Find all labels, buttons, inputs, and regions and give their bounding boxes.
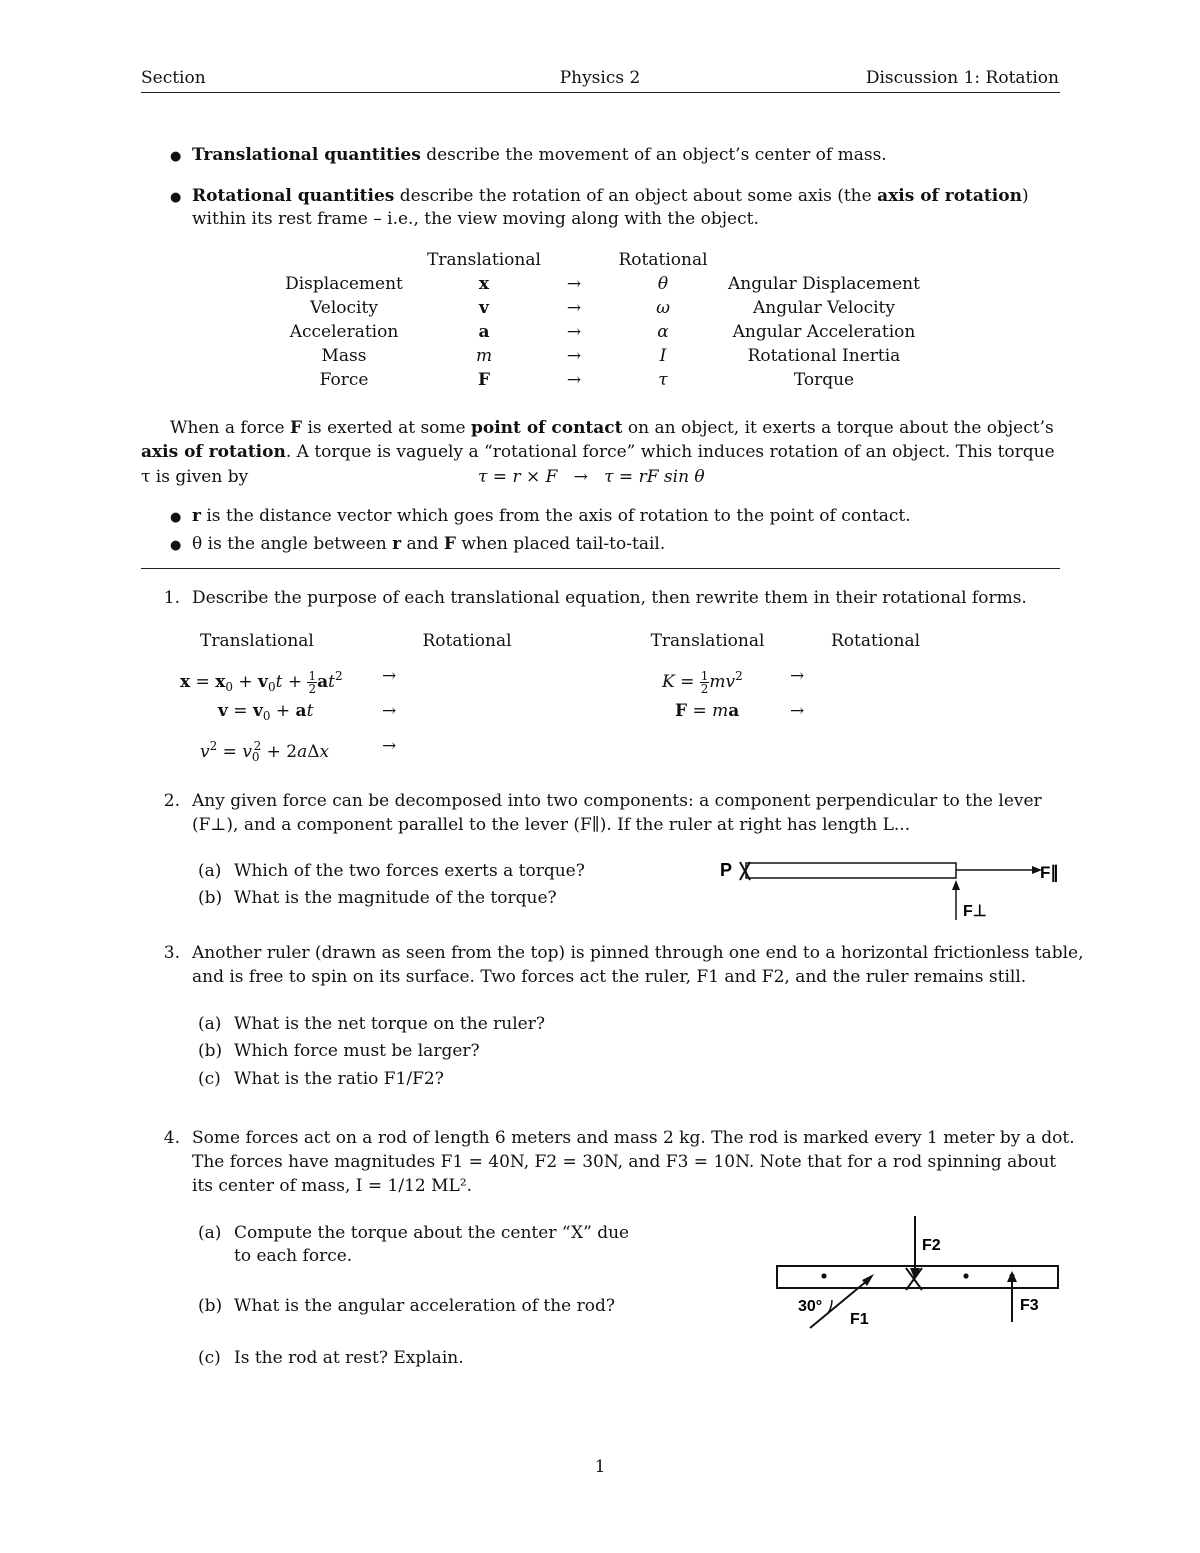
torque-para-line2 [141,440,1066,464]
f1-label: F1 [850,1311,869,1328]
f2-label: F2 [922,1237,941,1254]
quantity-name: Displacement [285,274,403,294]
rotational-symbol: ω [656,298,670,318]
head-translational: Translational [427,250,541,270]
translational-symbol: F [477,370,491,390]
q1-col-translational-1: Translational [200,631,314,651]
arrowhead [952,880,960,890]
q3-c-text: What is the ratio F1/F2? [234,1069,444,1089]
equation-velocity: $v = v_0$ + at [218,701,314,723]
rotational-symbol: τ [658,370,668,390]
arrow: → [573,467,588,487]
q2-line1: Any given force can be decomposed into two components: a component perpendicular to the lever [192,791,1042,811]
rotational-desc: describe the rotation of an object about some axis (the [399,186,872,206]
arrowhead [1007,1271,1017,1282]
q2-line2: (F⊥), and a component parallel to the lever (F∥). If the ruler at right has length L... [192,815,911,835]
section-divider [141,568,1060,569]
quantity-name: Force [319,370,369,390]
torque-magnitude: τ = rF sin θ [604,467,705,487]
rotational-symbol: I [659,346,667,366]
text: when placed tail-to-tail. [461,534,666,554]
q3-b-label: (b) [198,1041,223,1061]
q3-number: 3. [163,943,180,963]
rod-dot [821,1273,826,1278]
table-row [270,296,920,320]
q3-line1: Another ruler (drawn as seen from the top) is pinned through one end to a horizontal frictionless table, [192,943,1084,963]
paren-close: ) [1021,186,1029,206]
arrow: → [790,701,805,721]
r-symbol: r [392,534,402,554]
text: on an object, it exerts a torque about the object’s [627,418,1054,438]
arrow: → [382,736,397,756]
rod-force-diagram [770,1210,1070,1340]
arrow: → [382,701,397,721]
r-symbol: r [192,506,201,526]
q1-col-rotational-2: Rotational [830,631,921,651]
q3-line2: and is free to spin on its surface. Two forces act the ruler, F1 and F2, and the ruler remains still. [192,967,1027,987]
equation-newton-second: F = ma [675,701,740,721]
translational-symbol: x [478,274,490,294]
q4-c-label: (c) [198,1348,221,1368]
q3-a-label: (a) [198,1014,222,1034]
text: is the distance vector which goes from the axis of rotation to the point of contact. [206,506,911,526]
header-course-title: Physics 2 [559,68,641,88]
f3-label: F3 [1020,1297,1039,1314]
bullet-dot: ● [170,538,182,553]
bullet-dot: ● [170,510,182,525]
table-row [270,344,920,368]
rotational-name: Rotational Inertia [747,346,901,366]
text: is exerted at some [307,418,466,438]
q4-number: 4. [163,1128,180,1148]
force-symbol: F [290,418,303,438]
arrow: → [790,666,805,686]
equation-position: $x = x_0 + v_0t$ + $\frac{1}{2}$ $at^2$ [180,669,343,696]
equation-kinetic-energy: K = $\frac{1}{2}$ $mv^2$ [662,669,743,696]
q3-c-label: (c) [198,1069,221,1089]
q2-b-text: What is the magnitude of the torque? [234,888,557,908]
q4-a-text-1: Compute the torque about the center “X” due [234,1223,630,1243]
point-of-contact-term: point of contact [471,418,623,438]
arrow: → [566,370,582,390]
page-number: 1 [594,1457,606,1477]
rotational-symbol: α [657,322,669,342]
parallel-force-label: F∥ [1040,863,1059,882]
arrow: → [566,274,582,294]
torque-bullet-theta [192,532,665,556]
text: and [406,534,439,554]
quantities-table [270,248,920,392]
q4-line2: The forces have magnitudes F1 = 40N, F2 = 30N, and F3 = 10N. Note that for a rod spinning about [192,1152,1057,1172]
arrow: → [566,298,582,318]
translational-symbol: m [475,346,493,366]
header-section-label: Section [141,68,206,88]
torque-cross-product: τ = r × F [478,467,558,487]
rod-dot [963,1273,968,1278]
ruler-force-diagram [710,848,1070,928]
axis-of-rotation-term: axis of rotation [141,442,286,462]
force-symbol: F [443,534,456,554]
q2-number: 2. [163,791,180,811]
rotational-name: Angular Velocity [752,298,895,318]
rotational-name: Angular Displacement [728,274,920,294]
table-row [270,368,920,392]
perpendicular-force-label: F⊥ [963,903,987,920]
rotational-name: Torque [793,370,855,390]
ruler [746,863,956,878]
quantity-name: Acceleration [289,322,399,342]
torque-bullet-r [192,504,911,528]
header-rule [141,92,1060,93]
intro-bullet-translational [192,143,1062,167]
arrow: → [566,322,582,342]
q4-line1: Some forces act on a rod of length 6 meters and mass 2 kg. The rod is marked every 1 meter by a dot. [192,1128,1075,1148]
translational-symbol: v [479,298,489,318]
header-discussion-title: Discussion 1: Rotation [865,68,1059,88]
table-row [270,272,920,296]
translational-symbol: a [478,322,490,342]
q4-b-text: What is the angular acceleration of the rod? [234,1296,616,1316]
translational-term: Translational quantities [192,145,421,165]
angle-label: 30° [798,1298,823,1315]
q4-c-text: Is the rod at rest? Explain. [234,1348,464,1368]
q1-number: 1. [163,588,180,608]
q1-col-translational-2: Translational [650,631,765,651]
q2-a-label: (a) [198,861,222,881]
axis-of-rotation-term: axis of rotation [877,186,1022,206]
q1-text: Describe the purpose of each translational equation, then rewrite them in their rotational forms. [192,588,1027,608]
quantity-name: Velocity [310,298,378,318]
arrow: → [566,346,582,366]
rotational-term: Rotational quantities [192,186,395,206]
q4-a-label: (a) [198,1223,222,1243]
arrow: → [382,666,397,686]
equation-velocity-squared: $v^2 = v_0^2 + 2a\Delta x$ [200,739,330,764]
quantity-name: Mass [321,346,367,366]
intro-bullet-rotational [192,184,1062,208]
q4-line3: its center of mass, I = 1/12 ML². [192,1176,473,1196]
text: θ is the angle between [192,534,387,554]
q3-a-text: What is the net torque on the ruler? [234,1014,545,1034]
pivot-label: P [720,860,733,880]
rotational-name: Angular Acceleration [732,322,916,342]
rotational-symbol: θ [657,274,669,294]
q2-b-label: (b) [198,888,223,908]
table-row [270,320,920,344]
bullet-dot: ● [170,190,182,205]
q2-a-text: Which of the two forces exerts a torque? [234,861,585,881]
torque-formula [478,465,705,489]
torque-para-line1 [170,416,1065,440]
text: When a force [170,418,285,438]
rotational-desc-line2: within its rest frame – i.e., the view moving along with the object. [192,209,759,229]
q3-b-text: Which force must be larger? [234,1041,480,1061]
torque-para-line3: τ is given by [141,467,249,487]
translational-desc: describe the movement of an object’s center of mass. [426,145,887,165]
q1-col-rotational-1: Rotational [422,631,512,651]
head-rotational: Rotational [618,250,708,270]
bullet-dot: ● [170,149,182,164]
q4-a-text-2: to each force. [234,1246,353,1266]
q4-b-label: (b) [198,1296,223,1316]
text: . A torque is vaguely a “rotational force” which induces rotation of an object. This torque [285,442,1055,462]
